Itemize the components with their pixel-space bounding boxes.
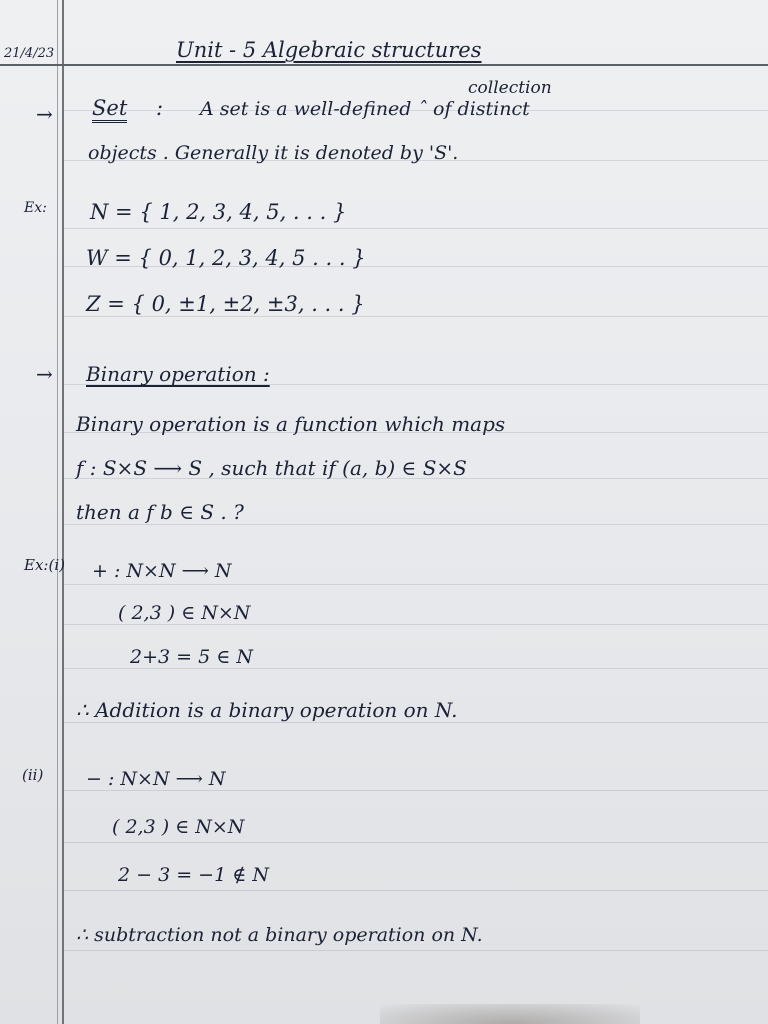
insert-word: collection: [468, 78, 552, 98]
ruled-line: [64, 722, 768, 723]
ruled-line: [64, 524, 768, 525]
page-title: Unit - 5 Algebraic structures: [176, 38, 482, 62]
ruled-line: [64, 668, 768, 669]
set-definition-line2: objects . Generally it is denoted by 'S'.: [88, 142, 459, 164]
ruled-line: [64, 842, 768, 843]
header-rule: [0, 64, 768, 66]
ruled-line: [64, 790, 768, 791]
binary-line2: f : S×S ⟶ S , such that if (a, b) ∈ S×S: [76, 456, 467, 480]
set-heading: Set: [92, 96, 127, 123]
set-w: W = { 0, 1, 2, 3, 4, 5 . . . }: [86, 246, 366, 270]
finger-shadow: [380, 1004, 640, 1024]
example-label: Ex:: [24, 200, 47, 216]
binary-heading: Binary operation :: [86, 362, 270, 386]
set-n: N = { 1, 2, 3, 4, 5, . . . }: [90, 200, 347, 224]
arrow-icon: →: [36, 102, 53, 126]
example-ii-conclusion: ∴ subtraction not a binary operation on N.: [76, 924, 483, 946]
margin-line-inner: [57, 0, 58, 1024]
example-i-operation: + : N×N ⟶ N: [92, 560, 232, 582]
page-date: 21/4/23: [4, 46, 55, 61]
ruled-line: [64, 890, 768, 891]
set-z: Z = { 0, ±1, ±2, ±3, . . . }: [86, 292, 365, 316]
ruled-line: [64, 950, 768, 951]
example-i-conclusion: ∴ Addition is a binary operation on N.: [76, 698, 458, 722]
example-ii-operation: − : N×N ⟶ N: [86, 768, 226, 790]
example-ii-calc: 2 − 3 = −1 ∉ N: [118, 864, 269, 886]
ruled-line: [64, 316, 768, 317]
binary-line3: then a f b ∈ S . ?: [76, 500, 244, 524]
example-i-calc: 2+3 = 5 ∈ N: [130, 646, 253, 668]
example-i-label: Ex:(i): [24, 556, 65, 574]
set-definition-line1: A set is a well-defined ˆ of distinct: [200, 98, 530, 120]
example-ii-label: (ii): [22, 766, 44, 784]
example-i-pair: ( 2,3 ) ∈ N×N: [118, 602, 251, 624]
ruled-line: [64, 624, 768, 625]
ruled-line: [64, 228, 768, 229]
arrow-icon: →: [36, 362, 53, 386]
set-colon: :: [156, 96, 164, 120]
example-ii-pair: ( 2,3 ) ∈ N×N: [112, 816, 245, 838]
margin-line: [62, 0, 64, 1024]
binary-line1: Binary operation is a function which maps: [76, 412, 506, 436]
ruled-line: [64, 584, 768, 585]
